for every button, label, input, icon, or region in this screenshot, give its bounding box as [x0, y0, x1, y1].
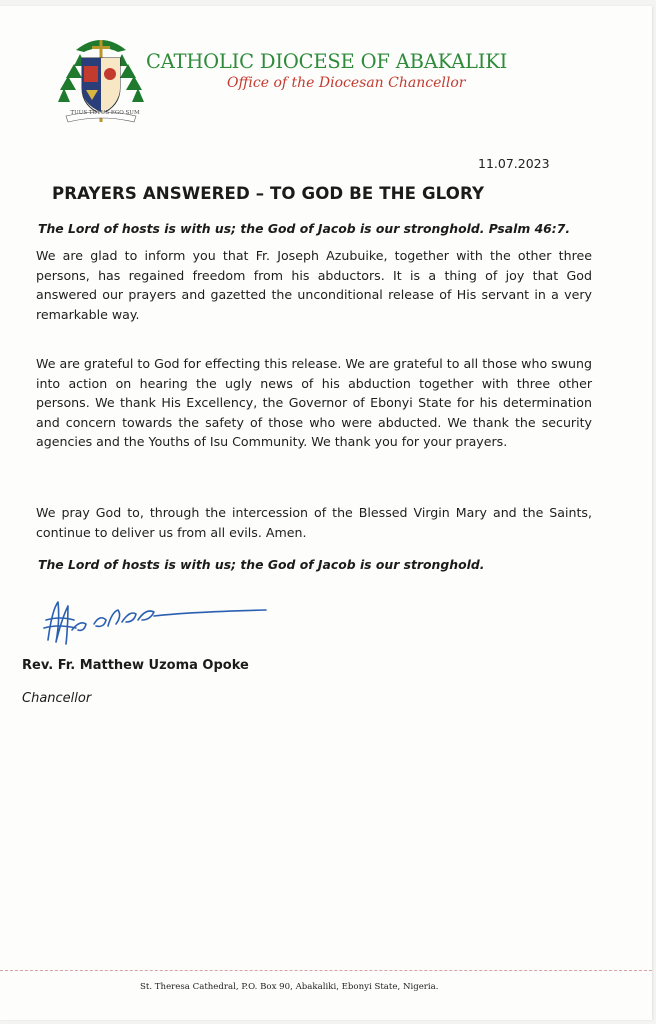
office-name: Office of the Diocesan Chancellor [227, 75, 466, 91]
paragraph-3: We pray God to, through the intercession of the Blessed Virgin Mary and the Saints, continue to deliver us from all evils. Amen. [36, 505, 592, 540]
opening-verse: The Lord of hosts is with us; the God of Jacob is our stronghold. Psalm 46:7. [38, 221, 571, 236]
paragraph-2: We are grateful to God for effecting this release. We are grateful to all those who swung into action on hearing the ugly news of his abduction together with three other persons. We thank His Excellency, the Governor of Ebonyi State for his determination and concern towards the safety of those who were abducted. We thank the security agencies and the Youths of Isu Community. We thank you for your prayers. [36, 356, 592, 449]
signatory-role: Chancellor [22, 691, 92, 706]
letter-title: PRAYERS ANSWERED – TO GOD BE THE GLORY [52, 184, 485, 203]
paragraph-1: We are glad to inform you that Fr. Joseph Azubuike, together with the other three persons, has regained freedom from his abductors. It is a thing of joy that God answered our prayers and gazetted the unconditional release of His servant in a very remarkable way. [36, 248, 592, 322]
letter-page [0, 6, 652, 1020]
diocese-name: CATHOLIC DIOCESE OF ABAKALIKI [146, 50, 508, 73]
letter-date: 11.07.2023 [478, 156, 550, 171]
footer-address: St. Theresa Cathedral, P.O. Box 90, Abakaliki, Ebonyi State, Nigeria. [140, 982, 439, 992]
closing-verse: The Lord of hosts is with us; the God of Jacob is our stronghold. [38, 557, 485, 572]
handwritten-signature [38, 590, 270, 650]
footer-divider [0, 970, 652, 971]
signatory-name: Rev. Fr. Matthew Uzoma Opoke [22, 658, 249, 673]
motto-text: TUUS TOTUS EGO SUM [70, 110, 140, 116]
